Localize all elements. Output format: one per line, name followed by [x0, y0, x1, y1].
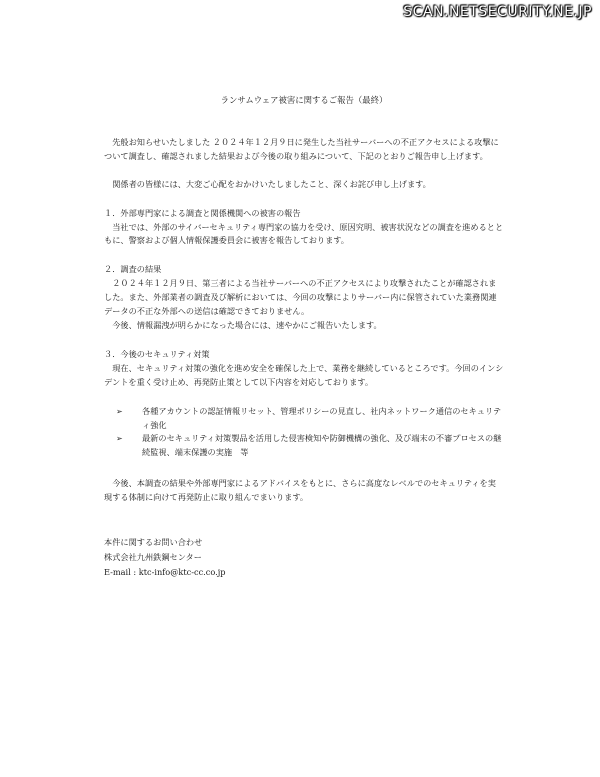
arrow-bullet-icon: ➢ — [116, 406, 123, 416]
list-item — [116, 405, 504, 433]
list-item — [116, 432, 504, 460]
section-countermeasures — [104, 348, 504, 390]
section-paragraph: ２０２４年１２月９日、第三者による当社サーバーへの不正アクセスにより攻撃されたことが確認されました。また、外部業者の調査及び解析においては、今回の攻撃によりサーバー内に保管されていた業務関連データの不正な外部への送信は確認できておりません。 — [104, 278, 497, 317]
section-heading: ２．調査の結果 — [104, 264, 162, 275]
list-item-text: 最新のセキュリティ対策製品を活用した侵害検知や防御機構の強化、及び端末の不審プロセスの継続監視、端末保護の実施 等 — [142, 433, 502, 458]
closing-paragraph: 今後、本調査の結果や外部専門家によるアドバイスをもとに、さらに高度なレベルでのセキュリティを実現する体制に向けて再発防止に取り組んでまいります。 — [104, 478, 496, 503]
section-results — [104, 263, 504, 333]
section-paragraph: 当社では、外部のサイバーセキュリティ専門家の協力を受け、原因究明、被害状況などの調査を進めるとともに、警察および個人情報保護委員会に被害を報告しております。 — [104, 221, 504, 246]
section-heading: ３．今後のセキュリティ対策 — [104, 348, 210, 359]
source-watermark: SCAN.NETSECURITY.NE.JP — [403, 4, 592, 20]
contact-block — [104, 535, 504, 580]
contact-label: 本件に関するお問い合わせ — [104, 537, 203, 548]
company-name: 株式会社九州鉄鋼センター — [104, 552, 202, 563]
countermeasure-list — [104, 405, 504, 461]
apology-paragraph: 関係者の皆様には、大変ご心配をおかけいたしましたこと、深くお詫び申し上げます。 — [112, 178, 431, 189]
intro-paragraph: 先般お知らせいたしました ２０２４年１２月９日に発生した当社サーバーへの不正アクセスによる攻撃について調査し、確認されました結果および今後の取り組みについて、下記のとおりご報告申し上げます。 — [104, 136, 499, 161]
document-title: ランサムウェア被害に関するご報告（最終） — [220, 95, 388, 105]
list-item-text: 各種アカウントの認証情報リセット、管理ポリシーの見直し、社内ネットワーク通信のセキュリティ強化 — [142, 405, 502, 430]
section-heading: １．外部専門家による調査と関係機関への被害の報告 — [104, 207, 301, 218]
section-paragraph: 今後、情報漏洩が明らかになった場合には、速やかにご報告いたします。 — [112, 319, 382, 330]
section-investigation — [104, 207, 504, 249]
contact-email[interactable]: E-mail : ktc-info@ktc-cc.co.jp — [104, 567, 226, 578]
section-paragraph: 現在、セキュリティ対策の強化を進め安全を確保した上で、業務を継続しているところです。今回のインシデントを重く受け止め、再発防止策として以下内容を対応しております。 — [104, 362, 504, 387]
notice-document — [104, 94, 504, 580]
arrow-bullet-icon: ➢ — [116, 434, 123, 444]
